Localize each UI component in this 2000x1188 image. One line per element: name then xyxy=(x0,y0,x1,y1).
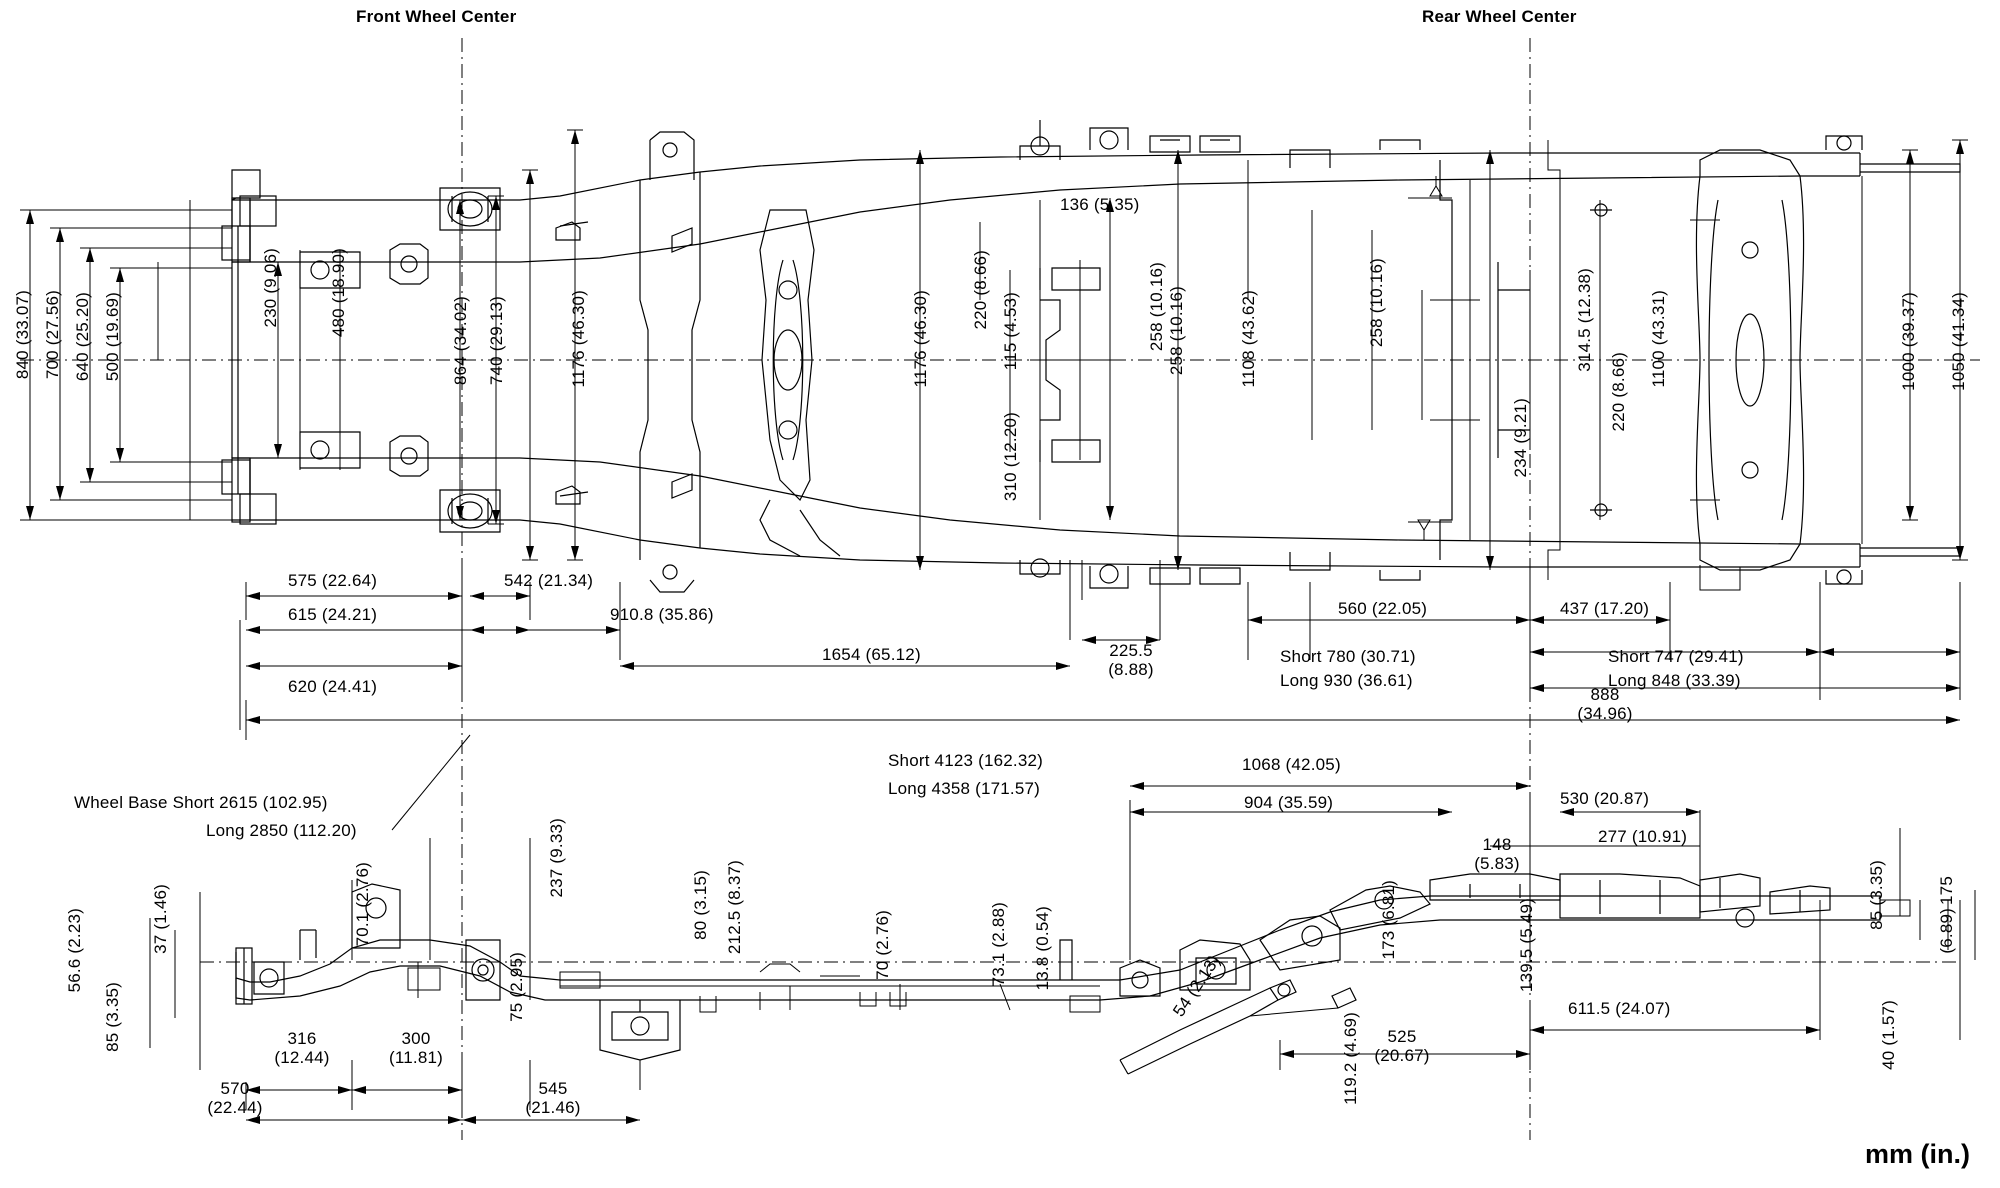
dim-575: 575 (22.64) xyxy=(288,571,378,590)
dim-300: 300 (11.81) xyxy=(388,1029,443,1067)
dim-175-in: (6.89) xyxy=(1937,908,1956,954)
dim-70b: 70 (2.76) xyxy=(873,910,892,980)
dim-top-mid-7: 258 (10.16) xyxy=(1367,258,1386,348)
dim-top-left-7: 864 (34.02) xyxy=(451,296,470,386)
dim-560: 560 (22.05) xyxy=(1338,599,1428,618)
dim-175: 175 xyxy=(1937,876,1956,905)
dim-top-left-9: 1176 (46.30) xyxy=(569,290,588,388)
overall-line1: Short 4123 (162.32) xyxy=(888,751,1044,770)
dim-212: 212.5 (8.37) xyxy=(725,860,744,955)
dim-top-mid-3: 115 (4.53) xyxy=(1001,292,1020,371)
dim-top-right-2: 1050 (41.34) xyxy=(1949,292,1968,391)
dim-85b: 85 (3.35) xyxy=(1867,860,1886,930)
dim-148: 148 (5.83) xyxy=(1474,835,1520,873)
dim-top-mid-5: 258 (10.16) xyxy=(1147,262,1166,352)
wheelbase-line2: Long 2850 (112.20) xyxy=(206,821,357,840)
dim-75: 75 (2.95) xyxy=(507,952,526,1022)
dim-437: 437 (17.20) xyxy=(1560,599,1650,618)
front-wheel-center-label: Front Wheel Center xyxy=(356,7,517,26)
dim-top-mid-2: 220 (8.66) xyxy=(971,250,990,330)
dim-139: 139.5 (5.49) xyxy=(1517,898,1536,993)
dim-top-136: 136 (5.35) xyxy=(1060,195,1140,214)
dim-top-left-4: 500 (19.69) xyxy=(103,292,122,382)
units-note: mm (in.) xyxy=(1865,1139,1970,1169)
dim-85a: 85 (3.35) xyxy=(103,982,122,1052)
dim-long-930: Long 930 (36.61) xyxy=(1280,671,1413,690)
dim-80: 80 (3.15) xyxy=(691,870,710,940)
dim-top-mid-11: 1100 (43.31) xyxy=(1649,290,1668,388)
dim-70: 70.1 (2.76) xyxy=(353,862,372,947)
dim-top-258b: 258 (10.16) xyxy=(1167,286,1186,376)
dim-top-mid-10: 234 (9.21) xyxy=(1511,398,1530,478)
dim-542: 542 (21.34) xyxy=(504,571,594,590)
dim-top-mid-9: 220 (8.66) xyxy=(1609,352,1628,432)
dim-611: 611.5 (24.07) xyxy=(1568,999,1671,1018)
rear-wheel-center-label: Rear Wheel Center xyxy=(1422,7,1577,26)
dim-top-left-6: 480 (18.90) xyxy=(329,248,348,338)
dim-top-right-1: 1000 (39.37) xyxy=(1899,292,1918,391)
dim-top-left-5: 230 (9.06) xyxy=(261,248,280,328)
dim-top-left-8: 740 (29.13) xyxy=(487,296,506,386)
dim-119: 119.2 (4.69) xyxy=(1341,1012,1360,1105)
dim-long-848: Long 848 (33.39) xyxy=(1608,671,1741,690)
dim-910: 910.8 (35.86) xyxy=(610,605,714,624)
dim-top-mid-4: 310 (12.20) xyxy=(1001,412,1020,502)
dim-138: 13.8 (0.54) xyxy=(1033,906,1052,991)
dim-173: 173 (6.81) xyxy=(1379,880,1398,960)
dim-570: 570 (22.44) xyxy=(207,1079,263,1117)
dim-54: 54 (2.13) xyxy=(1169,951,1224,1021)
dim-top-mid-6: 1108 (43.62) xyxy=(1239,290,1258,388)
overall-line2: Long 4358 (171.57) xyxy=(888,779,1041,798)
dim-56: 56.6 (2.23) xyxy=(65,908,84,993)
wheelbase-line1: Wheel Base Short 2615 (102.95) xyxy=(74,793,328,812)
dim-620: 620 (24.41) xyxy=(288,677,378,696)
dim-237: 237 (9.33) xyxy=(547,818,566,898)
dim-615: 615 (24.21) xyxy=(288,605,378,624)
dim-904: 904 (35.59) xyxy=(1244,793,1334,812)
dim-top-mid-8: 314.5 (12.38) xyxy=(1575,268,1594,372)
dim-277: 277 (10.91) xyxy=(1598,827,1688,846)
dim-top-mid-1: 1176 (46.30) xyxy=(911,290,930,388)
dim-530: 530 (20.87) xyxy=(1560,789,1650,808)
dim-525: 525 (20.67) xyxy=(1374,1027,1430,1065)
dim-37: 37 (1.46) xyxy=(151,884,170,954)
dim-888: 888 (34.96) xyxy=(1577,685,1633,723)
dim-545: 545 (21.46) xyxy=(525,1079,581,1117)
dim-short-780: Short 780 (30.71) xyxy=(1280,647,1416,666)
dim-1654: 1654 (65.12) xyxy=(822,645,921,664)
dim-top-left-2: 700 (27.56) xyxy=(43,290,62,380)
dim-225: 225.5 (8.88) xyxy=(1108,641,1154,679)
dim-73: 73.1 (2.88) xyxy=(989,902,1008,987)
dim-top-left-1: 840 (33.07) xyxy=(13,290,32,380)
dim-top-left-3: 640 (25.20) xyxy=(73,292,92,382)
dim-40: 40 (1.57) xyxy=(1879,1000,1898,1070)
dim-1068: 1068 (42.05) xyxy=(1242,755,1341,774)
dim-316: 316 (12.44) xyxy=(274,1029,330,1067)
dim-short-747: Short 747 (29.41) xyxy=(1608,647,1744,666)
